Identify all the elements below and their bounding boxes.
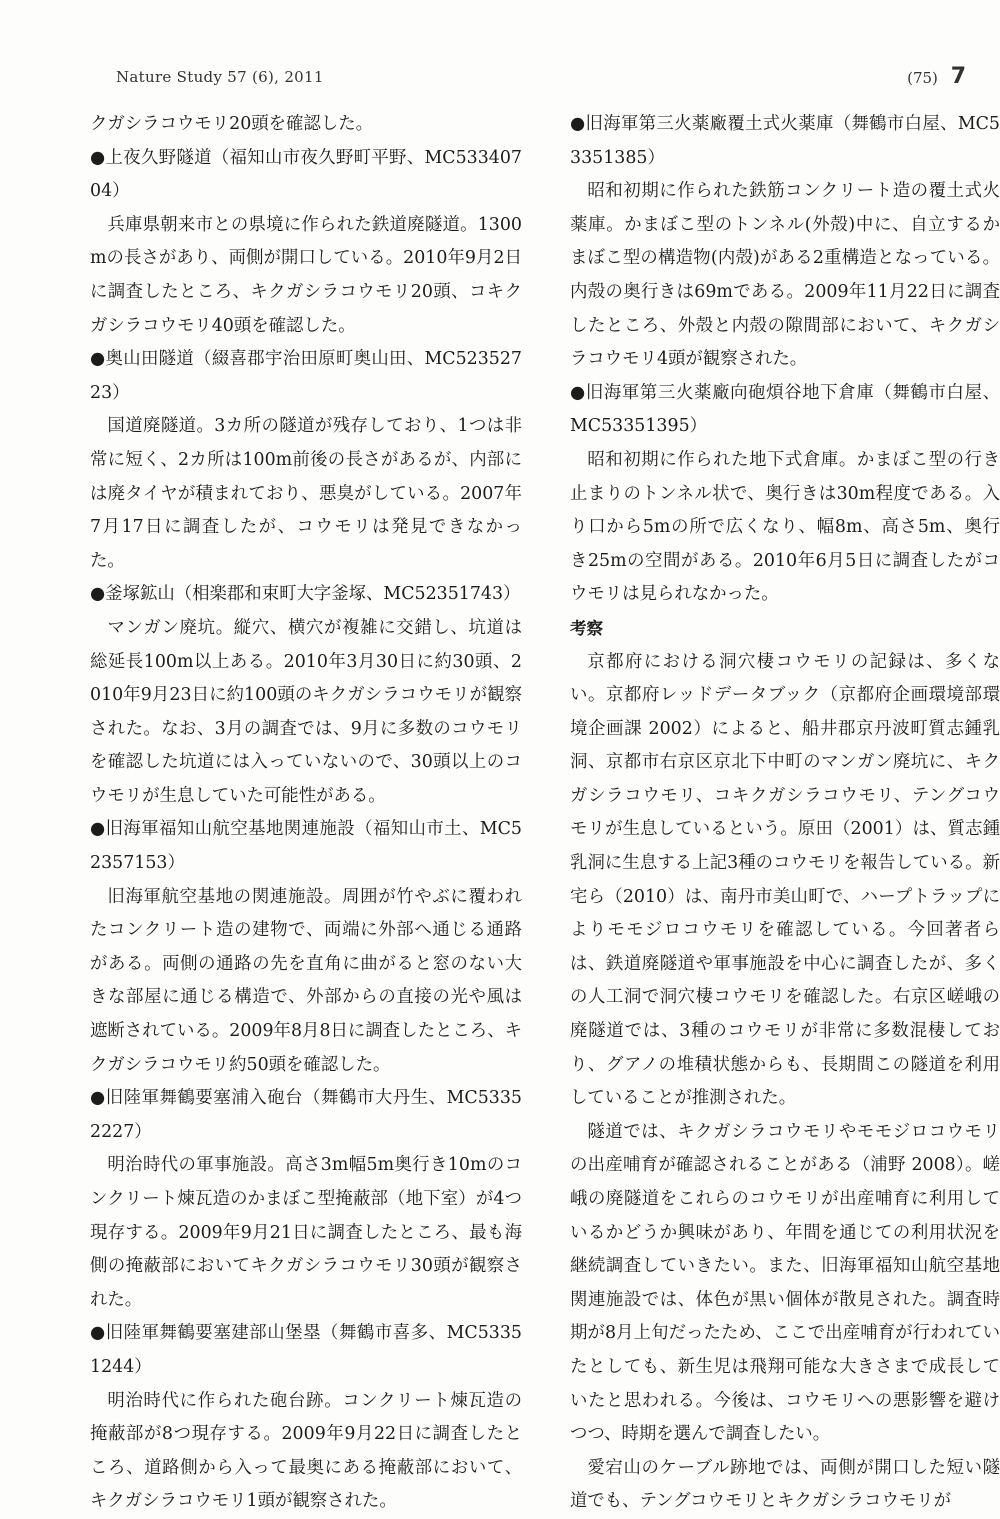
body-paragraph: 隧道では、キクガシラコウモリやモモジロコウモリの出産哺育が確認されることがある（浦野 2008）。嵯峨の廃隧道をこれらのコウモリが出産哺育に利用しているかどうか興味があり、年間を通じての利用状況を継続調査していきたい。また、旧海軍福知山航空基地関連施設では、体色が黒い個体が散見された。調査時期が8月上旬だったため、ここで出産哺育が行われていたとしても、新生児は飛翔可能な大きさまで成長していたと思われる。今後は、コウモリへの悪影響を避けつつ、時期を選んで調査したい。 xyxy=(570,1121,1000,1445)
page-number: 7 xyxy=(950,64,966,89)
body-paragraph: 旧海軍航空基地の関連施設。周囲が竹やぶに覆われたコンクリート造の建物で、両端に外部へ通じる通路がある。両側の通路の先を直角に曲がると窓のない大きな部屋に通じる構造で、外部からの直接の光や風は遮断されている。2009年8月8日に調査したところ、キクガシラコウモリ約50頭を確認した。 xyxy=(90,886,522,1075)
page-number-parenthetical: (75) xyxy=(907,69,938,87)
left-column xyxy=(90,108,522,1519)
body-paragraph: 愛宕山のケーブル跡地では、両側が開口した短い隧道でも、テングコウモリとキクガシラコウモリが xyxy=(570,1457,1000,1512)
journal-citation: Nature Study 57 (6), 2011 xyxy=(116,68,324,86)
site-entry-heading: ●釜塚鉱山（相楽郡和束町大字釜塚、MC52351743） xyxy=(90,584,521,605)
body-paragraph: 兵庫県朝来市との県境に作られた鉄道廃隧道。1300mの長さがあり、両側が開口している。2010年9月2日に調査したところ、キクガシラコウモリ20頭、コキクガシラコウモリ40頭を確認した。 xyxy=(90,214,522,336)
body-paragraph: 明治時代に作られた砲台跡。コンクリート煉瓦造の掩蔽部が8つ現存する。2009年9月22日に調査したところ、道路側から入って最奥にある掩蔽部において、キクガシラコウモリ1頭が観察された。 xyxy=(90,1390,522,1512)
body-paragraph: マンガン廃坑。縦穴、横穴が複雑に交錯し、坑道は総延長100m以上ある。2010年3月30日に約30頭、2010年9月23日に約100頭のキクガシラコウモリが観察された。なお、3月の調査では、9月に多数のコウモリを確認した坑道には入っていないので、30頭以上のコウモリが生息していた可能性がある。 xyxy=(90,617,522,806)
site-entry-heading: ●上夜久野隧道（福知山市夜久野町平野、MC53340704） xyxy=(90,147,522,202)
body-paragraph: 京都府における洞穴棲コウモリの記録は、多くない。京都府レッドデータブック（京都府企画環境部環境企画課 2002）によると、船井郡京丹波町質志鍾乳洞、京都市右京区京北下中町のマンガン廃坑に、キクガシラコウモリ、コキクガシラコウモリ、テングコウモリが生息しているという。原田（2001）は、質志鍾乳洞に生息する上記3種のコウモリを報告している。新宅ら（2010）は、南丹市美山町で、ハープトラップによりモモジロコウモリを確認している。今回著者らは、鉄道廃隧道や軍事施設を中心に調査したが、多くの人工洞で洞穴棲コウモリを確認した。右京区嵯峨の廃隧道では、3種のコウモリが非常に多数混棲しており、グアノの堆積状態からも、長期間この隧道を利用していることが推測された。 xyxy=(570,651,1000,1109)
site-entry-heading: ●奥山田隧道（綴喜郡宇治田原町奥山田、MC52352723） xyxy=(90,349,522,403)
right-column xyxy=(570,108,1000,1519)
page-number-block xyxy=(907,64,966,89)
body-paragraph: 昭和初期に作られた鉄筋コンクリート造の覆土式火薬庫。かまぼこ型のトンネル(外殻)中に、自立するかまぼこ型の構造物(内殻)がある2重構造となっている。内殻の奥行きは69mである。2009年11月22日に調査したところ、外殻と内殻の隙間部において、キクガシラコウモリ4頭が観察された。 xyxy=(570,181,1000,370)
body-paragraph: 昭和初期に作られた地下式倉庫。かまぼこ型の行き止まりのトンネル状で、奥行きは30m程度である。入り口から5mの所で広くなり、幅8m、高さ5m、奥行き25mの空間がある。2010年6月5日に調査したがコウモリは見られなかった。 xyxy=(570,449,1000,605)
section-heading: 考察 xyxy=(570,618,603,638)
body-paragraph: 国道廃隧道。3カ所の隧道が残存しており、1つは非常に短く、2カ所は100m前後の長さがあるが、内部には廃タイヤが積まれており、悪臭がしている。2007年7月17日に調査したが、コウモリは発見できなかった。 xyxy=(90,416,522,571)
body-paragraph: 明治時代の軍事施設。高さ3m幅5m奥行き10mのコンクリート煉瓦造のかまぼこ型掩蔽部（地下室）が4つ現存する。2009年9月21日に調査したところ、最も海側の掩蔽部においてキクガシラコウモリ30頭が観察された。 xyxy=(90,1155,522,1310)
site-entry-heading: ●旧陸軍舞鶴要塞建部山堡塁（舞鶴市喜多、MC53351244） xyxy=(90,1323,522,1377)
page-header xyxy=(0,64,1000,94)
site-entry-heading: ●旧海軍第三火薬廠向砲煩谷地下倉庫（舞鶴市白屋、MC53351395） xyxy=(570,382,1000,437)
site-entry-heading: ●旧陸軍舞鶴要塞浦入砲台（舞鶴市大丹生、MC53352227） xyxy=(90,1088,522,1142)
site-entry-heading: ●旧海軍第三火薬廠覆土式火薬庫（舞鶴市白屋、MC53351385） xyxy=(570,114,1000,168)
paragraph-continuation: クガシラコウモリ20頭を確認した。 xyxy=(90,114,373,134)
site-entry-heading: ●旧海軍福知山航空基地関連施設（福知山市土、MC52357153） xyxy=(90,819,522,874)
